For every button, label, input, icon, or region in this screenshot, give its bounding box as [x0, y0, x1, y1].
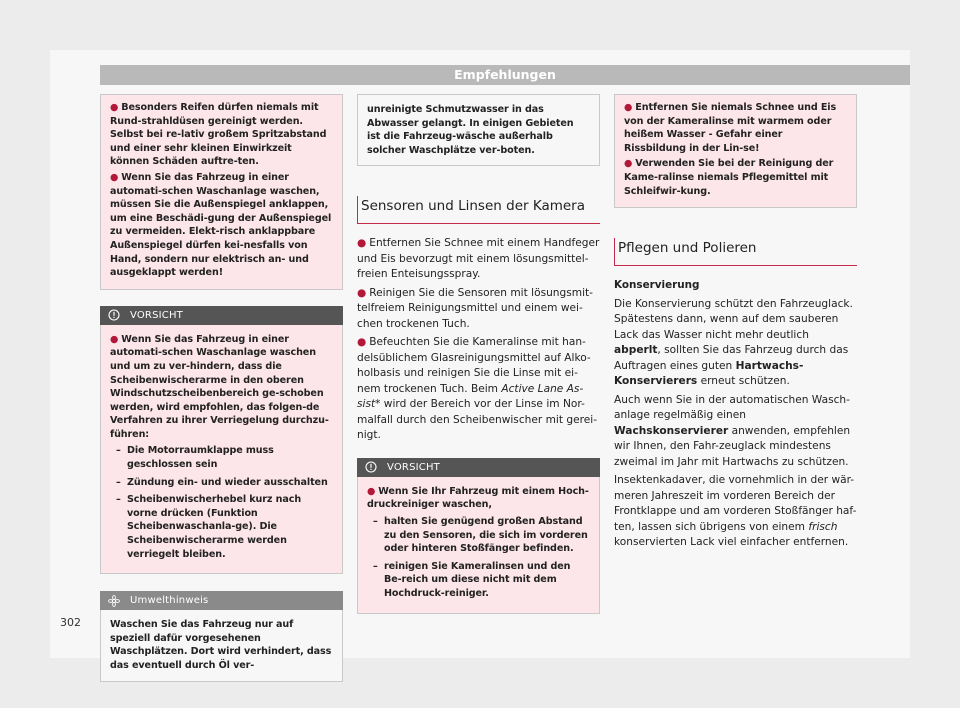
caution-box [357, 458, 600, 614]
paragraph: Insektenkadaver, die vornehmlich in der wär-meren Jahreszeit im vorderen Bereich der Frontklappe und am vorderen Stoßfänger haf-ten, lassen sich übrigens von einem frisch konservierten Lack viel einfacher entfernen. [614, 474, 857, 549]
environment-box [100, 591, 343, 681]
page-number: 302 [60, 616, 81, 629]
caution-steps [367, 515, 590, 601]
bullet-dot-icon: ● [110, 333, 119, 345]
caution-body [100, 325, 343, 575]
environment-icon [108, 595, 120, 607]
caution-title: VORSICHT [130, 309, 183, 321]
caution-bullet: ● Wenn Sie das Fahrzeug in einer automati-schen Waschanlage waschen und um zu ver-hindern, dass die Scheibenwischerarme in den oberen Windschutzscheibenbereich ge-schoben werden, wird empfohlen, das folgen-de Verfahren zu ihrer Verriegelung durchzu-führen: [110, 333, 329, 440]
list-item: ● Entfernen Sie Schnee mit einem Handfeger und Eis bevorzugt mit einem lösungsmittel-freien Enteisungsspray. [357, 237, 600, 281]
bullet-dot-icon: ● [624, 158, 633, 170]
warning-bullet: ● Wenn Sie das Fahrzeug in einer automati-schen Waschanlage waschen, müssen Sie die Außenspiegel anklappen, um eine Beschädi-gung der Außenspiegel zu vermeiden. Elekt-risch anklappbare Außenspiegel dürfen kei-nesfalls von Hand, sondern nur elektrisch an- und ausgeklappt werden! [110, 171, 332, 279]
environment-body: Waschen Sie das Fahrzeug nur auf speziell dafür vorgesehenen Waschplätzen. Dort wird verhindert, dass das eventuell durch Öl ver- [100, 610, 343, 681]
environment-title-bar [100, 591, 343, 610]
caution-body [357, 477, 600, 614]
caution-bullet: ● Wenn Sie Ihr Fahrzeug mit einem Hoch-druckreiniger waschen, [367, 485, 589, 511]
bullet-dot-icon: ● [357, 336, 367, 349]
section-title-sensors: Sensoren und Linsen der Kamera [357, 198, 600, 224]
page-header: Empfehlungen [100, 65, 910, 85]
caution-icon [108, 309, 120, 321]
list-item: – Zündung ein- und wieder ausschalten [116, 476, 328, 488]
subheading: Konservierung [614, 279, 700, 292]
bullet-dot-icon: ● [357, 286, 367, 299]
caution-title-bar [357, 458, 600, 477]
column-1 [100, 94, 343, 682]
caution-steps [110, 444, 333, 561]
sensors-body [357, 236, 600, 444]
list-item: – reinigen Sie Kameralinsen und den Be-reich um diese nicht mit dem Hochdruck-reiniger. [373, 560, 571, 600]
bullet-dot-icon: ● [110, 102, 119, 113]
caution-title-bar [100, 306, 343, 325]
bullet-dot-icon: ● [110, 171, 119, 183]
bullet-dot-icon: ● [624, 102, 633, 113]
section-title-care: Pflegen und Polieren [614, 240, 857, 266]
list-item: – halten Sie genügend großen Abstand zu den Sensoren, die sich im vorderen oder hinteren Stoßfänger befinden. [373, 516, 588, 555]
environment-box-continued: unreinigte Schmutzwasser in das Abwasser gelangt. In einigen Gebieten ist die Fahrzeug-wäsche außerhalb solcher Waschplätze ver-boten. [357, 94, 600, 166]
paragraph: Auch wenn Sie in der automatischen Wasch-anlage regelmäßig einen Wachskonservierer anwenden, empfehlen wir Ihnen, den Fahr-zeuglack mindestens zweimal im Jahr mit Hartwachs zu schützen. [614, 393, 851, 468]
care-body [614, 278, 857, 551]
warning-box [100, 94, 343, 290]
list-item: – Scheibenwischerhebel kurz nach vorne drücken (Funktion Scheibenwaschanla-ge). Die Scheibenwischerarme werden verriegelt bleiben. [116, 494, 302, 560]
warning-bullet: ● Entfernen Sie niemals Schnee und Eis von der Kameralinse mit warmem oder heißem Wasser - Gefahr einer Rissbildung in der Lin-se! [624, 102, 837, 154]
list-item: – Die Motorraumklappe muss geschlossen sein [116, 445, 274, 471]
warning-bullet: ● Besonders Reifen dürfen niemals mit Rund-strahldüsen gereinigt werden. Selbst bei re-lativ großem Spritzabstand und einer sehr kleinen Einwirkzeit können Schäden auftre-ten. [110, 102, 327, 168]
column-2 [357, 94, 600, 614]
list-item: ● Reinigen Sie die Sensoren mit lösungsmit-telfreiem Reinigungsmittel und einem wei-chen trockenen Tuch. [357, 286, 594, 330]
environment-title: Umwelthinweis [130, 595, 209, 607]
bullet-dot-icon: ● [357, 237, 367, 250]
paragraph: Die Konservierung schützt den Fahrzeuglack. Spätestens dann, wenn auf dem sauberen Lack das Wasser nicht mehr deutlich abperlt, sollten Sie das Fahrzeug durch das Auftragen eines guten Hartwachs-Konservierers erneut schützen. [614, 297, 853, 388]
warning-box [614, 94, 857, 208]
manual-page [50, 50, 910, 671]
bullet-dot-icon: ● [367, 485, 376, 497]
warning-bullet: ● Verwenden Sie bei der Reinigung der Kame-ralinse niemals Pflegemittel mit Schleifwir-kung. [624, 158, 834, 197]
caution-icon [365, 461, 377, 473]
caution-box [100, 306, 343, 575]
list-item: ● Befeuchten Sie die Kameralinse mit han-delsüblichem Glasreinigungsmittel auf Alko-holbasis und reinigen Sie die Linse mit ei-nem trockenen Tuch. Beim Active Lane As-sist* wird der Bereich vor der Linse im Nor-malfall durch den Scheibenwischer mit gerei-nigt. [357, 336, 598, 442]
column-3 [614, 94, 857, 554]
caution-title: VORSICHT [387, 461, 440, 473]
